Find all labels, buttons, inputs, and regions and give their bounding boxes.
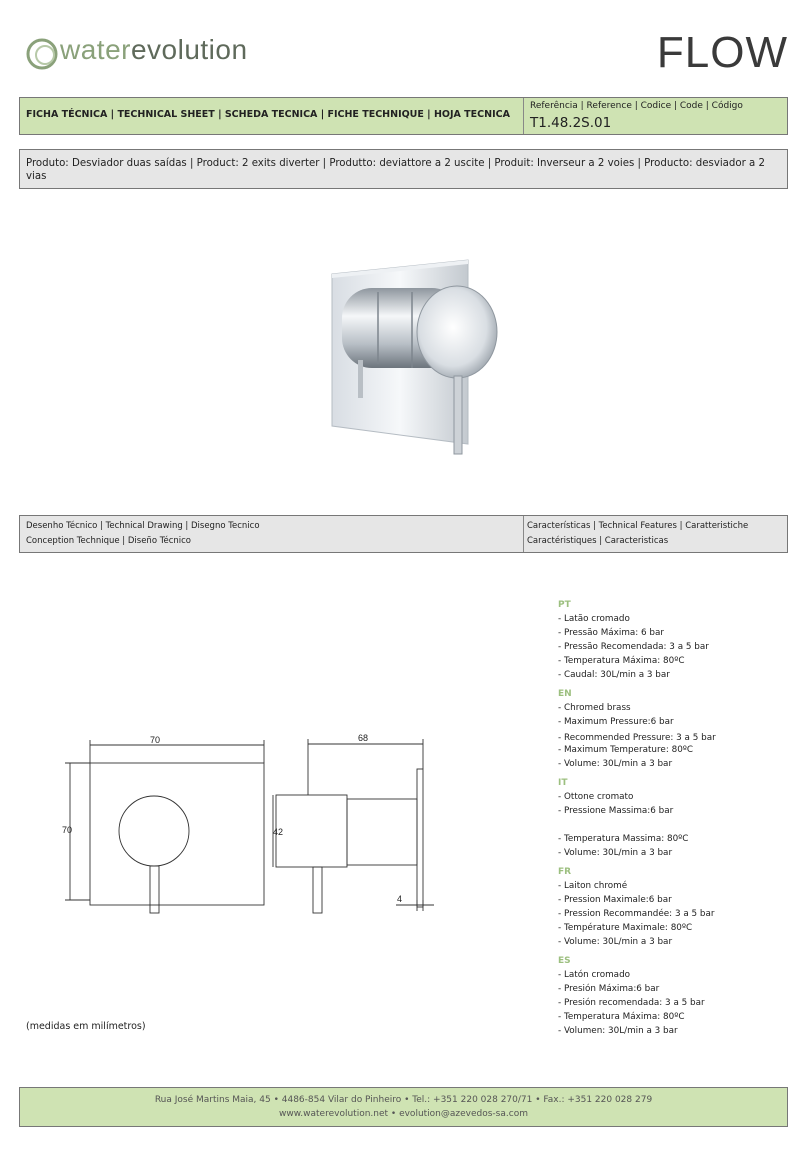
lang-label-es: ES bbox=[558, 956, 571, 966]
feature-item: - Volumen: 30L/min a 3 bar bbox=[558, 1026, 678, 1036]
drawing-header-line2: Conception Technique | Diseño Técnico bbox=[26, 536, 191, 546]
feature-item: - Pression Maximale:6 bar bbox=[558, 895, 672, 905]
brand-logo bbox=[26, 34, 266, 74]
feature-item: - Chromed brass bbox=[558, 703, 631, 713]
dim-front-width: 70 bbox=[150, 735, 161, 745]
features-header-line2: Caractéristiques | Caracteristicas bbox=[527, 536, 669, 546]
side-view bbox=[273, 739, 434, 913]
dim-side-depth: 68 bbox=[358, 733, 369, 743]
feature-item: - Recommended Pressure: 3 a 5 bar bbox=[558, 733, 716, 743]
lang-label-fr: FR bbox=[558, 867, 572, 877]
dim-side-diameter: 42 bbox=[273, 827, 284, 837]
feature-item: - Volume: 30L/min a 3 bar bbox=[558, 848, 673, 858]
feature-item: - Temperatura Máxima: 80ºC bbox=[558, 656, 685, 666]
features-list bbox=[558, 593, 788, 1038]
front-view bbox=[65, 740, 264, 913]
feature-item: - Ottone cromato bbox=[558, 792, 634, 802]
feature-item: - Volume: 30L/min a 3 bar bbox=[558, 937, 673, 947]
lang-label-pt: PT bbox=[558, 600, 571, 610]
divider bbox=[523, 98, 524, 134]
footer-band bbox=[19, 1087, 788, 1127]
footer-address: Rua José Martins Maia, 45 • 4486-854 Vilar do Pinheiro • Tel.: +351 220 028 270/71 • Fax.: +351 220 028 279 bbox=[154, 1095, 653, 1105]
feature-item: - Temperatura Máxima: 80ºC bbox=[558, 1012, 685, 1022]
feature-item: - Pressão Recomendada: 3 a 5 bar bbox=[558, 642, 709, 652]
lang-label-en: EN bbox=[558, 689, 572, 699]
product-description: Produto: Desviador duas saídas | Product: 2 exits diverter | Produtto: deviattore a 2 uscite | Produit: Inverseur a 2 voies | Producto: desviador a 2 vias bbox=[26, 158, 766, 182]
feature-item: - Pressione Massima:6 bar bbox=[558, 806, 674, 816]
features-header-line1: Características | Technical Features | Caratteristiche bbox=[527, 521, 749, 531]
lang-label-it: IT bbox=[558, 778, 568, 788]
feature-item: - Latão cromado bbox=[558, 614, 630, 624]
dim-front-height: 70 bbox=[62, 825, 73, 835]
reference-value: T1.48.2S.01 bbox=[530, 115, 612, 131]
spacer bbox=[558, 818, 788, 832]
feature-item: - Temperatura Massima: 80ºC bbox=[558, 834, 689, 844]
product-name: FLOW bbox=[656, 28, 788, 77]
sheet-header-band bbox=[19, 97, 788, 135]
feature-item: - Caudal: 30L/min a 3 bar bbox=[558, 670, 670, 680]
dim-plate-thickness: 4 bbox=[397, 894, 403, 904]
feature-item: - Maximum Temperature: 80ºC bbox=[558, 745, 694, 755]
sheet-title: FICHA TÉCNICA | TECHNICAL SHEET | SCHEDA TECNICA | FICHE TECHNIQUE | HOJA TECNICA bbox=[26, 109, 510, 120]
divider bbox=[523, 516, 524, 552]
brand-name bbox=[60, 34, 248, 66]
footer-contact: www.waterevolution.net • evolution@azevedos-sa.com bbox=[279, 1109, 528, 1119]
feature-item: - Température Maximale: 80ºC bbox=[558, 923, 693, 933]
feature-item: - Pressão Máxima: 6 bar bbox=[558, 628, 665, 638]
feature-item: - Latón cromado bbox=[558, 970, 631, 980]
feature-item: - Presión recomendada: 3 a 5 bar bbox=[558, 998, 705, 1008]
technical-drawing bbox=[40, 725, 450, 925]
reference-label: Referência | Reference | Codice | Code | Código bbox=[530, 101, 743, 111]
measurement-note: (medidas em milímetros) bbox=[26, 1021, 146, 1032]
feature-item: - Presión Máxima:6 bar bbox=[558, 984, 660, 994]
section-header-band bbox=[19, 515, 788, 553]
feature-item: - Volume: 30L/min a 3 bar bbox=[558, 759, 673, 769]
feature-item: - Maximum Pressure:6 bar bbox=[558, 717, 674, 727]
brand-name-prefix: water bbox=[60, 34, 131, 65]
feature-item: - Laiton chromé bbox=[558, 881, 628, 891]
drawing-header-line1: Desenho Técnico | Technical Drawing | Disegno Tecnico bbox=[26, 521, 260, 531]
feature-item: - Pression Recommandée: 3 a 5 bar bbox=[558, 909, 715, 919]
product-description-band bbox=[19, 149, 788, 189]
product-photo bbox=[324, 248, 504, 458]
brand-name-suffix: evolution bbox=[130, 34, 248, 65]
water-drop-logo-icon bbox=[26, 36, 60, 72]
